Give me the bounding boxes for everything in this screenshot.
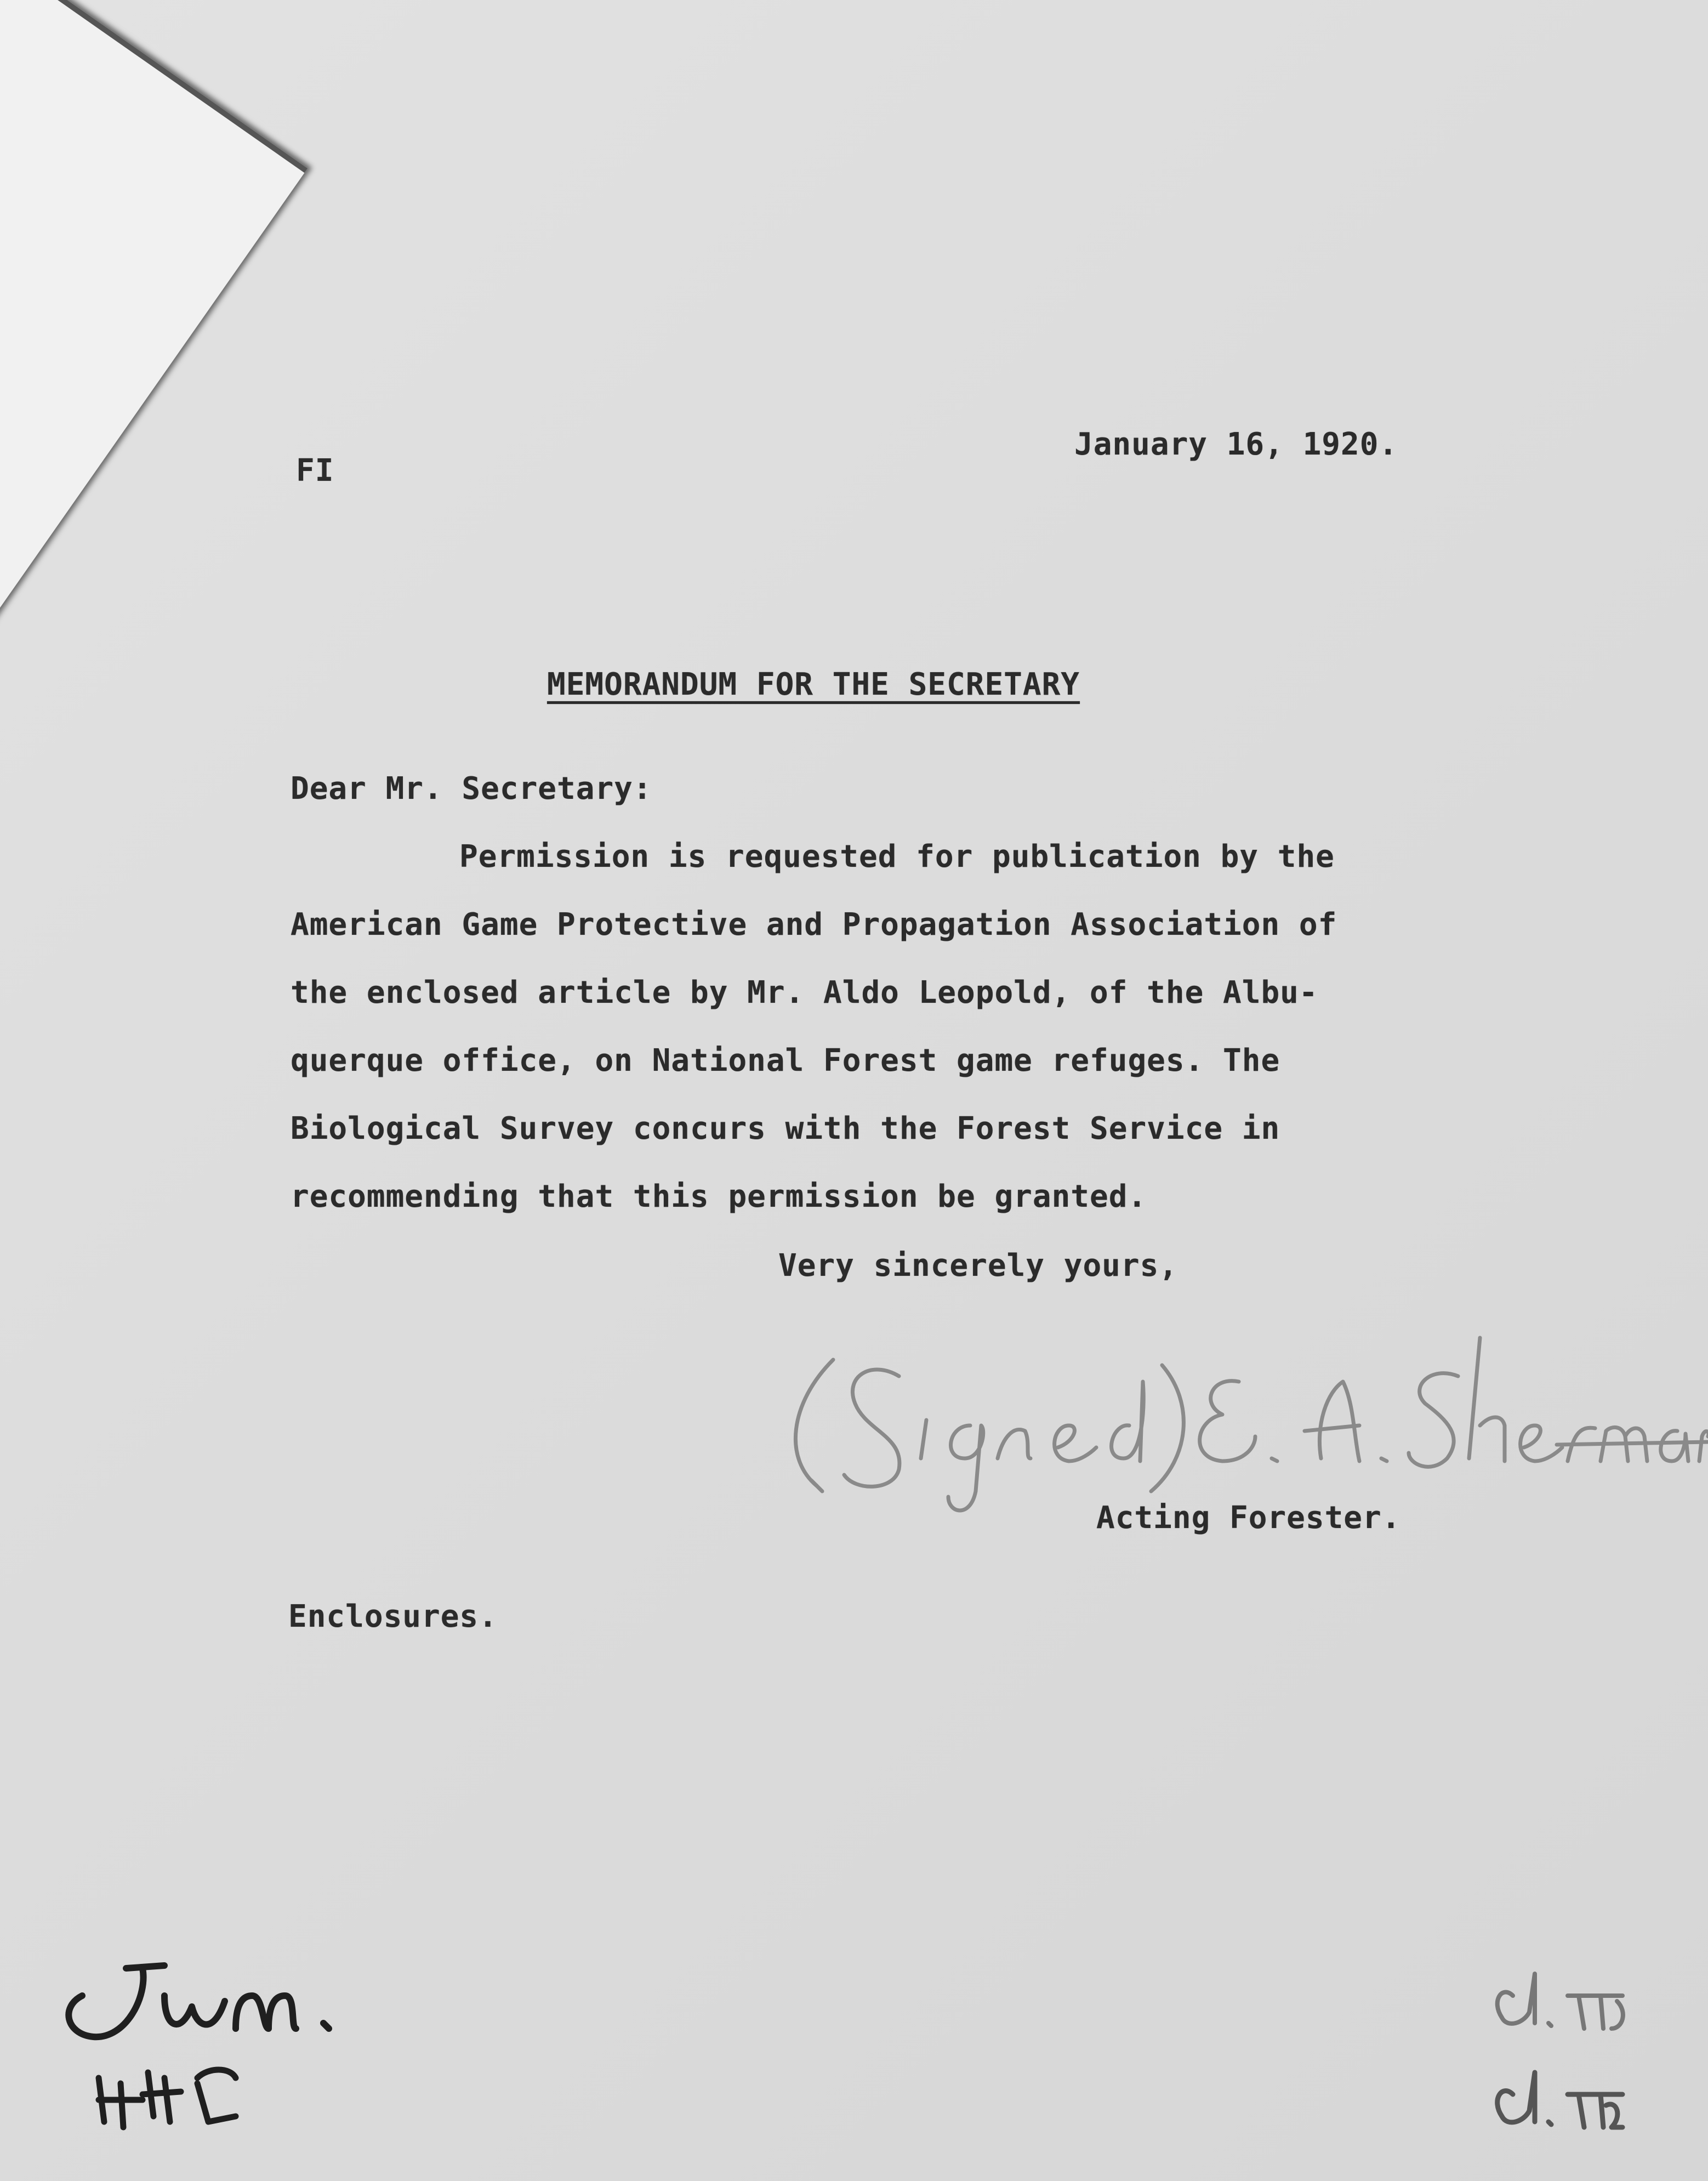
enclosures: Enclosures. [288, 1599, 498, 1634]
overlapping-sheet-corner [0, 0, 308, 694]
body-line: Biological Survey concurs with the Forest Service in [291, 1111, 1280, 1146]
body-line: recommending that this permission be granted. [291, 1179, 1147, 1214]
handwritten-initials-wal [99, 2070, 236, 2127]
signer-title: Acting Forester. [1096, 1500, 1401, 1536]
body-line: querque office, on National Forest game refuges. The [291, 1043, 1280, 1078]
body-line: American Game Protective and Propagation Association of [291, 907, 1337, 942]
body-line: the enclosed article by Mr. Aldo Leopold, of the Albu- [291, 975, 1318, 1010]
handwritten-signature [795, 1338, 1708, 1510]
closing: Very sincerely yours, [778, 1248, 1178, 1283]
body-line: Permission is requested for publication by the [459, 839, 1335, 874]
memo-date: January 16, 1920. [1074, 427, 1398, 462]
handwritten-initials-right-bottom [1498, 2072, 1622, 2127]
memo-title: MEMORANDUM FOR THE SECRETARY [547, 667, 1080, 702]
file-code: FI [296, 453, 334, 489]
salutation: Dear Mr. Secretary: [291, 771, 652, 806]
handwritten-initials-right-top [1498, 1974, 1623, 2029]
handwritten-initials-jwn [69, 1966, 329, 2037]
